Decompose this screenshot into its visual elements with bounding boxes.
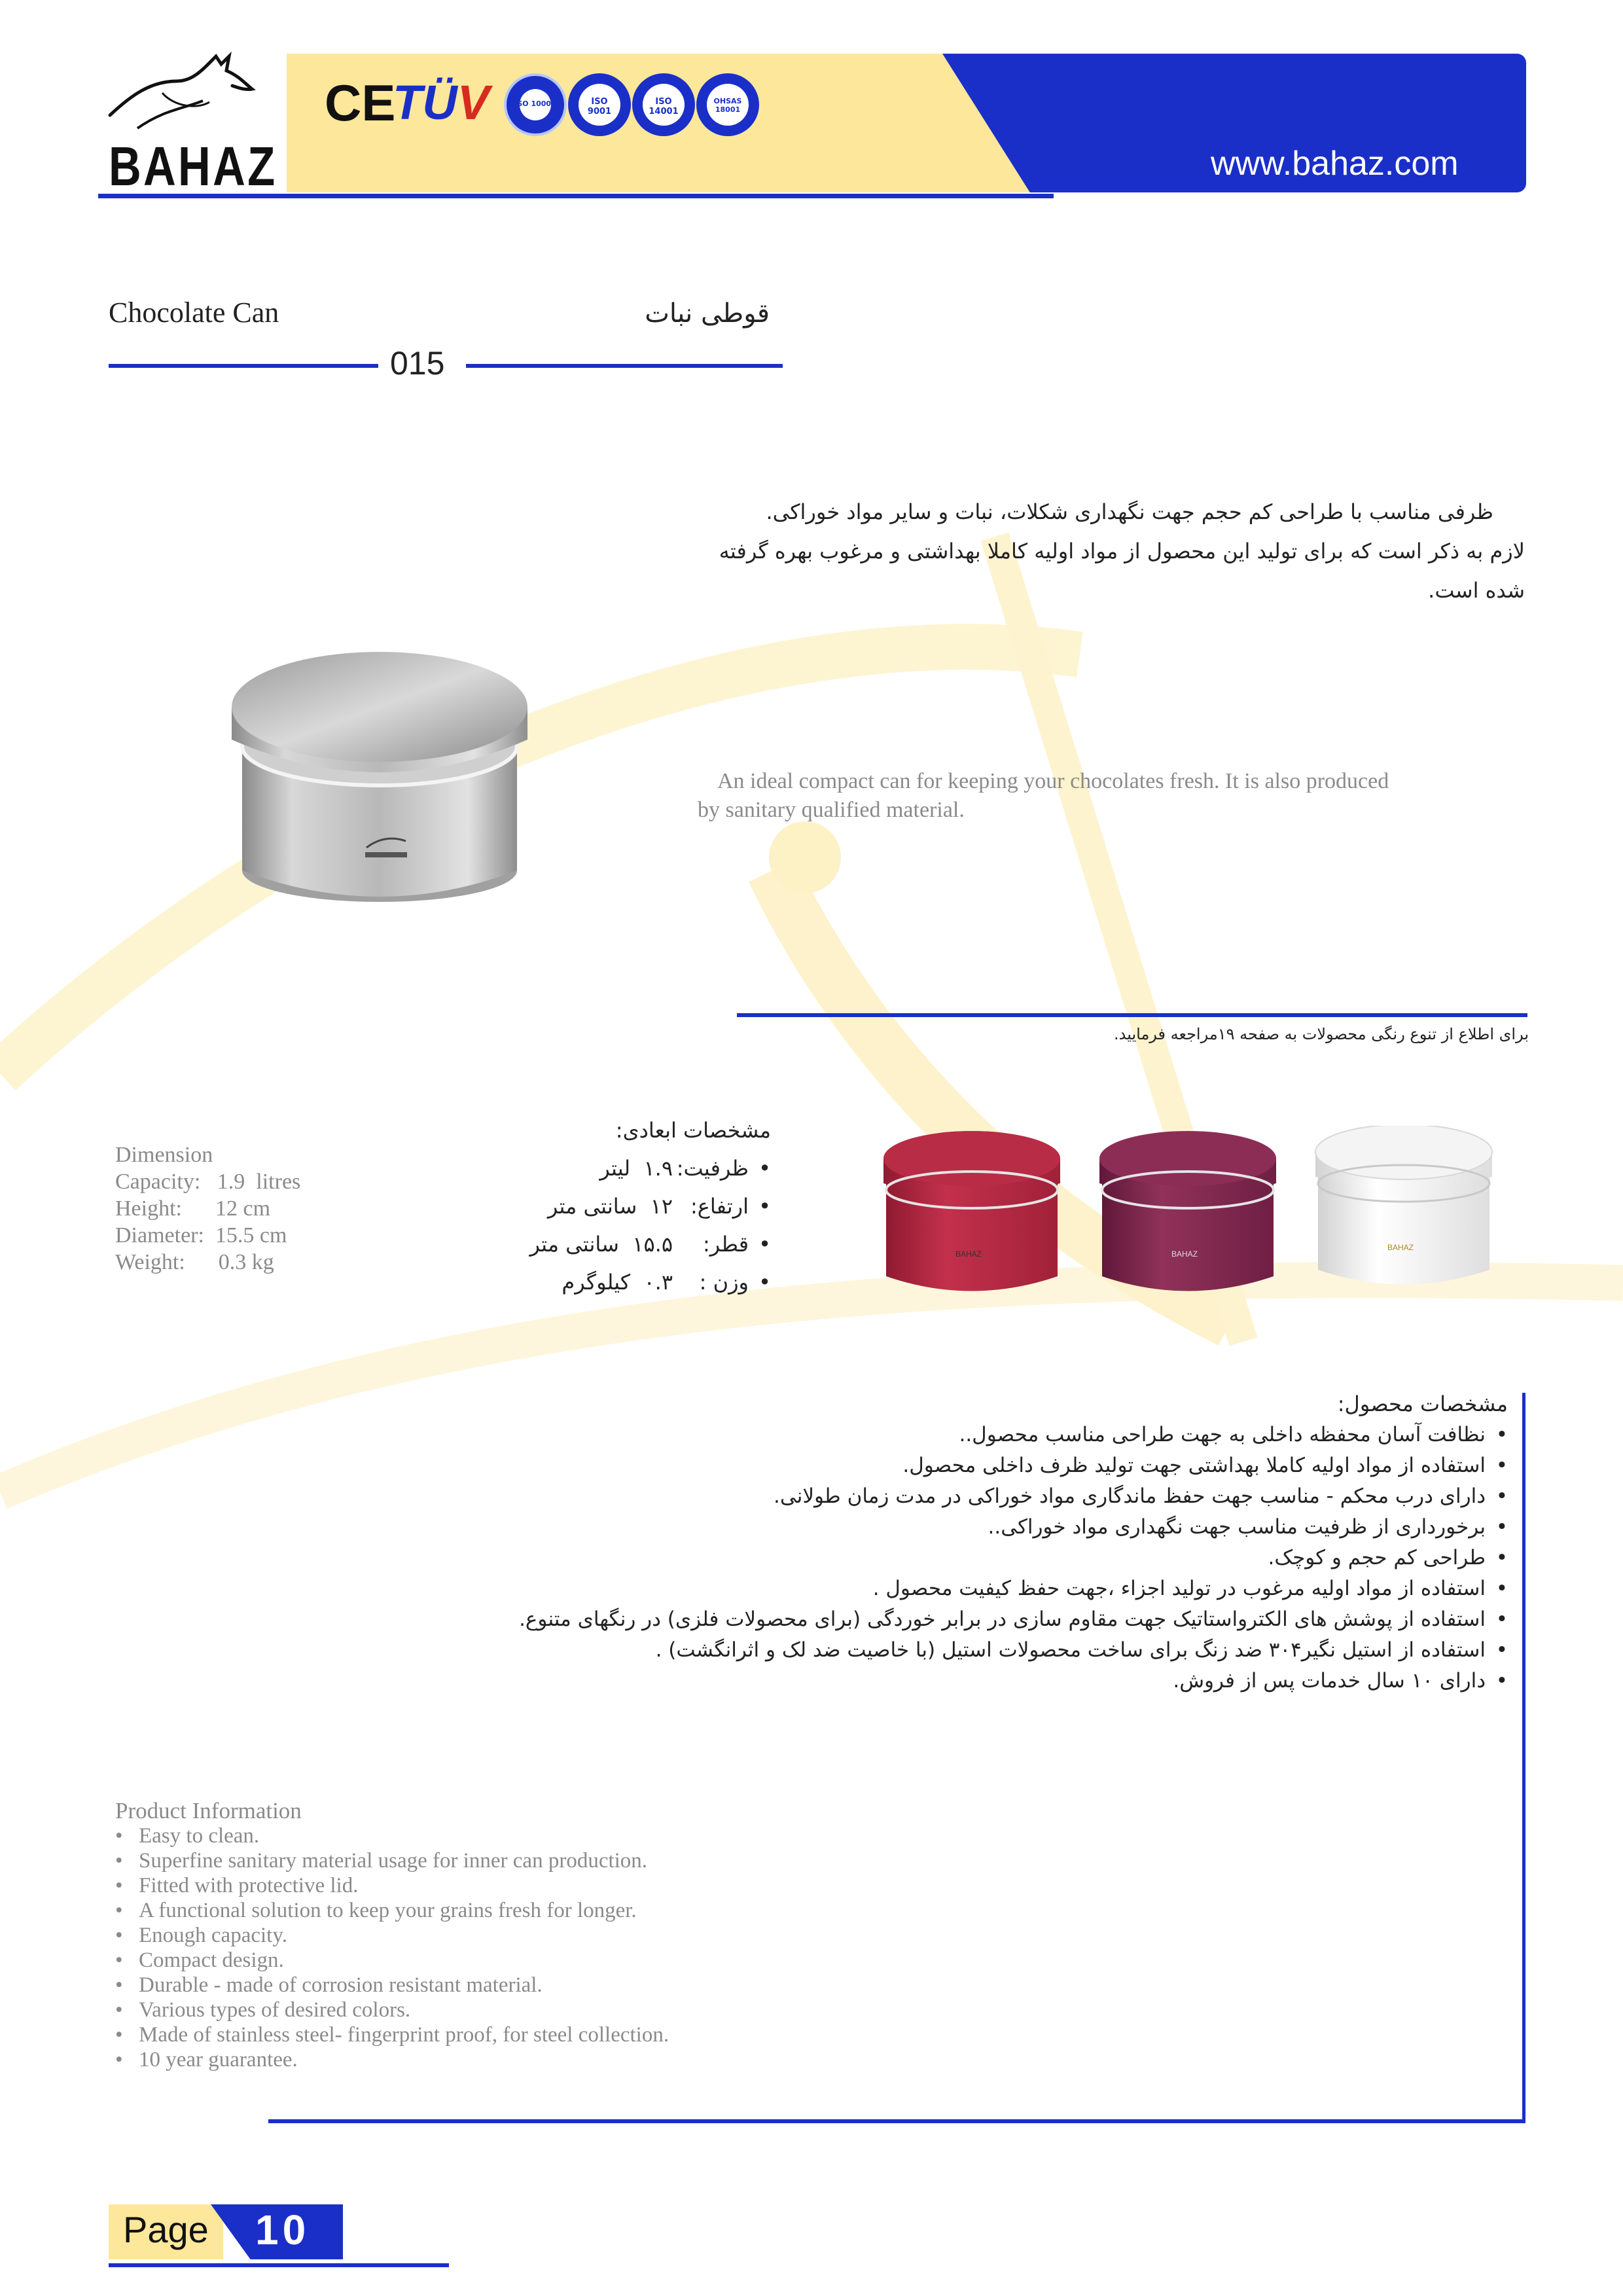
dimension-fa-row: • وزن : ۰.۳ کیلوگرم [562, 1270, 771, 1295]
description-fa-line-2: لازم به ذکر است که برای تولید این محصول از مواد اولیه کاملا بهداشتی و مرغوب بهره گرفته [719, 539, 1525, 564]
dimensions-fa [471, 1111, 771, 1301]
product-title-fa: قوطی نبات [645, 298, 770, 329]
product-info-item: • Superfine sanitary material usage for inner can production. [115, 1848, 966, 1873]
tuv-mark: TÜV [393, 75, 490, 130]
dimension-heading-en: Dimension [115, 1143, 213, 1167]
product-info-list [115, 1823, 966, 2072]
dimension-fa-row: • ظرفیت: ۱.۹ لیتر [599, 1156, 771, 1181]
feature-fa-item: • استفاده از مواد اولیه مرغوب در تولید اجزاء ،جهت حفظ کیفیت محصول . [419, 1573, 1508, 1604]
variant-brand-label: BAHAZ [955, 1249, 982, 1259]
page-label: Page [123, 2209, 209, 2250]
page-number: 10 [255, 2206, 310, 2253]
product-features-fa [419, 1389, 1508, 1696]
diameter-en: Diameter: 15.5 cm [115, 1223, 287, 1247]
white-can-icon [1315, 1126, 1492, 1285]
height-en: Height: 12 cm [115, 1196, 271, 1221]
features-fa-list [419, 1420, 1508, 1696]
feature-fa-item: • استفاده از مواد اولیه کاملا بهداشتی جهت تولید ظرف داخلی محصول. [419, 1450, 1508, 1481]
feature-fa-item: • دارای درب محکم - مناسب جهت حفظ ماندگاری مواد خوراکی در مدت زمان طولانی. [419, 1481, 1508, 1512]
features-frame-bottom [268, 2119, 1525, 2123]
product-info-item: • Durable - made of corrosion resistant material. [115, 1973, 966, 1998]
footer-rule [109, 2263, 449, 2267]
iso-10002-badge-icon: ISO 10002 [504, 73, 567, 136]
brand-logo [105, 50, 277, 200]
color-variants-image [877, 1126, 1531, 1302]
feature-fa-item: • استفاده از استیل نگیر۳۰۴ ضد زنگ برای ساخت محصولات استیل (با خاصیت ضد لک و اثرانگشت) . [419, 1635, 1508, 1666]
weight-en: Weight: 0.3 kg [115, 1250, 274, 1274]
product-code: 015 [390, 345, 445, 382]
description-fa-line-3: شده است. [1428, 578, 1525, 603]
features-fa-heading: مشخصات محصول: [1337, 1391, 1508, 1416]
certification-badges [504, 69, 753, 141]
variant-brand-label: BAHAZ [1171, 1249, 1198, 1259]
feature-fa-item: • برخورداری از ظرفیت مناسب جهت نگهداری مواد خوراکی.. [419, 1512, 1508, 1543]
description-fa-line-1: ظرفی مناسب با طراحی کم حجم جهت نگهداری شکلات، نبات و سایر مواد خوراکی. [766, 499, 1493, 524]
brand-wordmark: BAHAZ [109, 135, 277, 197]
product-info-item: • A functional solution to keep your grains fresh for longer. [115, 1898, 966, 1923]
product-info-item: • Various types of desired colors. [115, 1998, 966, 2022]
product-info-item: • 10 year guarantee. [115, 2047, 966, 2072]
color-note-fa: برای اطلاع از تنوع رنگی محصولات به صفحه ۱۹مراجعه فرمایید. [1113, 1025, 1529, 1043]
feature-fa-item: • نظافت آسان محفظه داخلی به جهت طراحی مناسب محصول.. [419, 1420, 1508, 1450]
feature-fa-item: • استفاده از پوشش های الکترواستاتیک جهت مقاوم سازی در برابر خوردگی (برای محصولات فلزی) در رنگهای متنوع. [419, 1604, 1508, 1635]
product-title-en: Chocolate Can [109, 296, 279, 329]
red-can-icon [883, 1131, 1060, 1291]
product-info-item: • Enough capacity. [115, 1923, 966, 1948]
product-info-item: • Compact design. [115, 1948, 966, 1973]
capacity-en: Capacity: 1.9 litres [115, 1170, 301, 1194]
dimension-fa-row: • قطر: ۱۵.۵ سانتی متر [529, 1232, 771, 1257]
iso-9001-badge-icon: ISO 9001 [568, 73, 631, 136]
iso-14001-badge-icon: ISO 14001 [632, 73, 695, 136]
dimension-fa-row: • ارتفاع: ۱۲ سانتی متر [547, 1194, 771, 1219]
description-en-line-2: by sanitary qualified material. [698, 798, 965, 822]
description-en [698, 767, 1529, 825]
variant-brand-label: BAHAZ [1387, 1243, 1414, 1252]
description-en-line-1: An ideal compact can for keeping your chocolates fresh. It is also produced [717, 769, 1389, 793]
dimensions-en [115, 1141, 416, 1276]
dimension-heading-fa: مشخصات ابعادی: [615, 1118, 771, 1143]
product-info-item: • Made of stainless steel- fingerprint proof, for steel collection. [115, 2022, 966, 2047]
product-info-en [115, 1799, 966, 2072]
plum-can-icon [1099, 1131, 1276, 1291]
color-note-rule [737, 1013, 1527, 1017]
ohsas-18001-badge-icon: OHSAS 18001 [696, 73, 759, 136]
horse-logo-icon [105, 50, 268, 141]
feature-fa-item: • دارای ۱۰ سال خدمات پس از فروش. [419, 1666, 1508, 1696]
product-info-heading: Product Information [115, 1798, 302, 1823]
product-info-item: • Easy to clean. [115, 1823, 966, 1848]
ce-mark: CE [325, 74, 396, 132]
title-rule-right [466, 364, 783, 368]
product-info-item: • Fitted with protective lid. [115, 1873, 966, 1898]
product-image [223, 641, 537, 929]
description-fa [654, 492, 1525, 610]
features-frame-right [1522, 1393, 1525, 2123]
website-link[interactable]: www.bahaz.com [1211, 145, 1459, 183]
feature-fa-item: • طراحی کم حجم و کوچک. [419, 1543, 1508, 1573]
title-rule-left [109, 364, 378, 368]
